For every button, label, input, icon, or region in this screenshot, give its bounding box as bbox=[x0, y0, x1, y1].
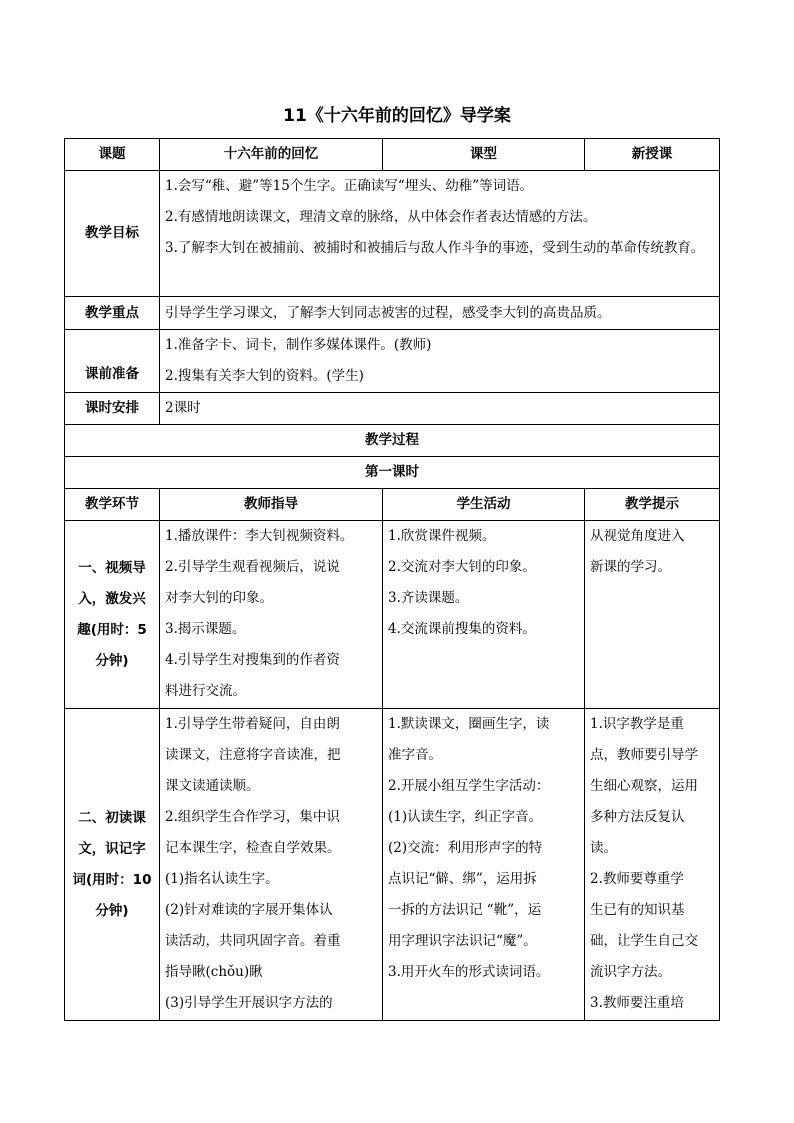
stage-name-line: 分钟) bbox=[95, 652, 129, 669]
objectives-row bbox=[65, 171, 720, 297]
objective-item: 1.会写“稚、避”等15个生字。正确读写“埋头、幼稚”等词语。 bbox=[165, 178, 534, 194]
student-line: (2)交流：利用形声字的特 bbox=[388, 840, 543, 856]
student-line: 4.交流课前搜集的资料。 bbox=[388, 621, 536, 637]
tips-line: 生细心观察，运用 bbox=[590, 778, 698, 794]
schedule-row bbox=[65, 393, 720, 425]
tips-line: 2.教师要尊重学 bbox=[590, 871, 684, 887]
tips-line: 生已有的知识基 bbox=[590, 902, 685, 918]
teacher-line: 读课文，注意将字音读准，把 bbox=[165, 747, 341, 763]
objectives-label: 教学目标 bbox=[65, 171, 160, 297]
student-line: 2.交流对李大钊的印象。 bbox=[388, 559, 536, 575]
student-line: 3.齐读课题。 bbox=[388, 590, 469, 606]
teacher-guidance bbox=[160, 521, 383, 709]
tips-line: 3.教师要注重培 bbox=[590, 995, 684, 1011]
column-header-tips: 教学提示 bbox=[585, 489, 720, 521]
stage-name bbox=[65, 709, 160, 1021]
lesson-title-row bbox=[65, 457, 720, 489]
stage-row-2 bbox=[65, 709, 720, 1021]
document-title: 11《十六年前的回忆》导学案 bbox=[283, 106, 511, 126]
teacher-line: (2)针对难读的字展开集体认 bbox=[165, 902, 333, 918]
teacher-line: 1.播放课件：李大钊视频资料。 bbox=[165, 528, 354, 544]
stage-name-line: 二、初读课 bbox=[78, 809, 146, 826]
tips-line: 1.识字教学是重 bbox=[590, 716, 684, 732]
teacher-line: 课文读通读顺。 bbox=[165, 778, 260, 794]
objective-item: 2.有感情地朗读课文，理清文章的脉络，从中体会作者表达情感的方法。 bbox=[165, 209, 597, 225]
process-title: 教学过程 bbox=[65, 425, 720, 457]
objective-item: 3.了解李大钊在被捕前、被捕时和被捕后与敌人作斗争的事迹，受到生动的革命传统教育。 bbox=[165, 240, 705, 256]
student-line: 1.欣赏课件视频。 bbox=[388, 528, 496, 544]
stage-name-line: 词(用时：10 bbox=[72, 871, 152, 888]
schedule-content: 2课时 bbox=[160, 393, 720, 425]
stage-name-line: 一、视频导 bbox=[78, 559, 146, 576]
tips-line: 础，让学生自己交 bbox=[590, 933, 698, 949]
teacher-line: 4.引导学生对搜集到的作者资 bbox=[165, 652, 340, 668]
topic-value: 十六年前的回忆 bbox=[160, 139, 383, 171]
stage-name-line: 文，识记字 bbox=[78, 840, 146, 857]
teacher-line: 读活动，共同巩固字音。着重 bbox=[165, 933, 341, 949]
teacher-line: 3.揭示课题。 bbox=[165, 621, 246, 637]
schedule-label: 课时安排 bbox=[65, 393, 160, 425]
teacher-line: 1.引导学生带着疑问，自由朗 bbox=[165, 716, 340, 732]
key-points-row bbox=[65, 297, 720, 330]
preparation-content bbox=[160, 330, 720, 393]
teacher-guidance bbox=[160, 709, 383, 1021]
tips-line: 读。 bbox=[590, 840, 617, 856]
tips-line: 新课的学习。 bbox=[590, 559, 671, 575]
teacher-line: 2.组织学生合作学习，集中识 bbox=[165, 809, 340, 825]
teaching-tips bbox=[585, 521, 720, 709]
preparation-item: 2.搜集有关李大钊的资料。(学生) bbox=[165, 368, 364, 384]
teacher-line: 记本课生字，检查自学效果。 bbox=[165, 840, 341, 856]
student-line: 点识记“僻、绑”，运用拆 bbox=[388, 871, 537, 887]
topic-row bbox=[65, 139, 720, 171]
preparation-row bbox=[65, 330, 720, 393]
teacher-line: 对李大钊的印象。 bbox=[165, 590, 273, 606]
type-label: 课型 bbox=[383, 139, 585, 171]
stage-name bbox=[65, 521, 160, 709]
type-value: 新授课 bbox=[585, 139, 720, 171]
key-points-label: 教学重点 bbox=[65, 297, 160, 330]
preparation-item: 1.准备字卡、词卡，制作多媒体课件。(教师) bbox=[165, 337, 432, 353]
student-activity bbox=[383, 709, 585, 1021]
stage-name-line: 趣(用时：5 bbox=[77, 621, 147, 638]
stage-row-1 bbox=[65, 521, 720, 709]
teacher-line: 2.引导学生观看视频后，说说 bbox=[165, 559, 340, 575]
teaching-tips bbox=[585, 709, 720, 1021]
tips-line: 点，教师要引导学 bbox=[590, 747, 698, 763]
column-header-student: 学生活动 bbox=[383, 489, 585, 521]
tips-line: 流识字方法。 bbox=[590, 964, 671, 980]
tips-line: 从视觉角度进入 bbox=[590, 528, 685, 544]
student-line: 3.用开火车的形式读词语。 bbox=[388, 964, 550, 980]
column-header-row bbox=[65, 489, 720, 521]
tips-line: 多种方法反复认 bbox=[590, 809, 685, 825]
student-line: 2.开展小组互学生字活动： bbox=[388, 778, 550, 794]
student-line: 准字音。 bbox=[388, 747, 442, 763]
lesson-plan-table bbox=[64, 138, 720, 1021]
student-line: (1)认读生字，纠正字音。 bbox=[388, 809, 543, 825]
topic-label: 课题 bbox=[65, 139, 160, 171]
teacher-line: (3)引导学生开展识字方法的 bbox=[165, 995, 333, 1011]
column-header-teacher: 教师指导 bbox=[160, 489, 383, 521]
teacher-line: 指导瞅(chǒu)瞅 bbox=[165, 964, 263, 980]
stage-name-line: 分钟) bbox=[95, 902, 129, 919]
preparation-label: 课前准备 bbox=[65, 330, 160, 393]
stage-name-line: 入，激发兴 bbox=[78, 590, 146, 607]
student-line: 1.默读课文，圈画生字，读 bbox=[388, 716, 550, 732]
lesson-title: 第一课时 bbox=[65, 457, 720, 489]
student-line: 一拆的方法识记 “靴”，运 bbox=[388, 902, 542, 918]
objectives-content bbox=[160, 171, 720, 297]
teacher-line: (1)指名认读生字。 bbox=[165, 871, 279, 887]
key-points-content: 引导学生学习课文，了解李大钊同志被害的过程，感受李大钊的高贵品质。 bbox=[160, 297, 720, 330]
process-title-row bbox=[65, 425, 720, 457]
column-header-stage: 教学环节 bbox=[65, 489, 160, 521]
teacher-line: 料进行交流。 bbox=[165, 683, 246, 699]
student-activity bbox=[383, 521, 585, 709]
student-line: 用字理识字法识记“魔”。 bbox=[388, 933, 537, 949]
